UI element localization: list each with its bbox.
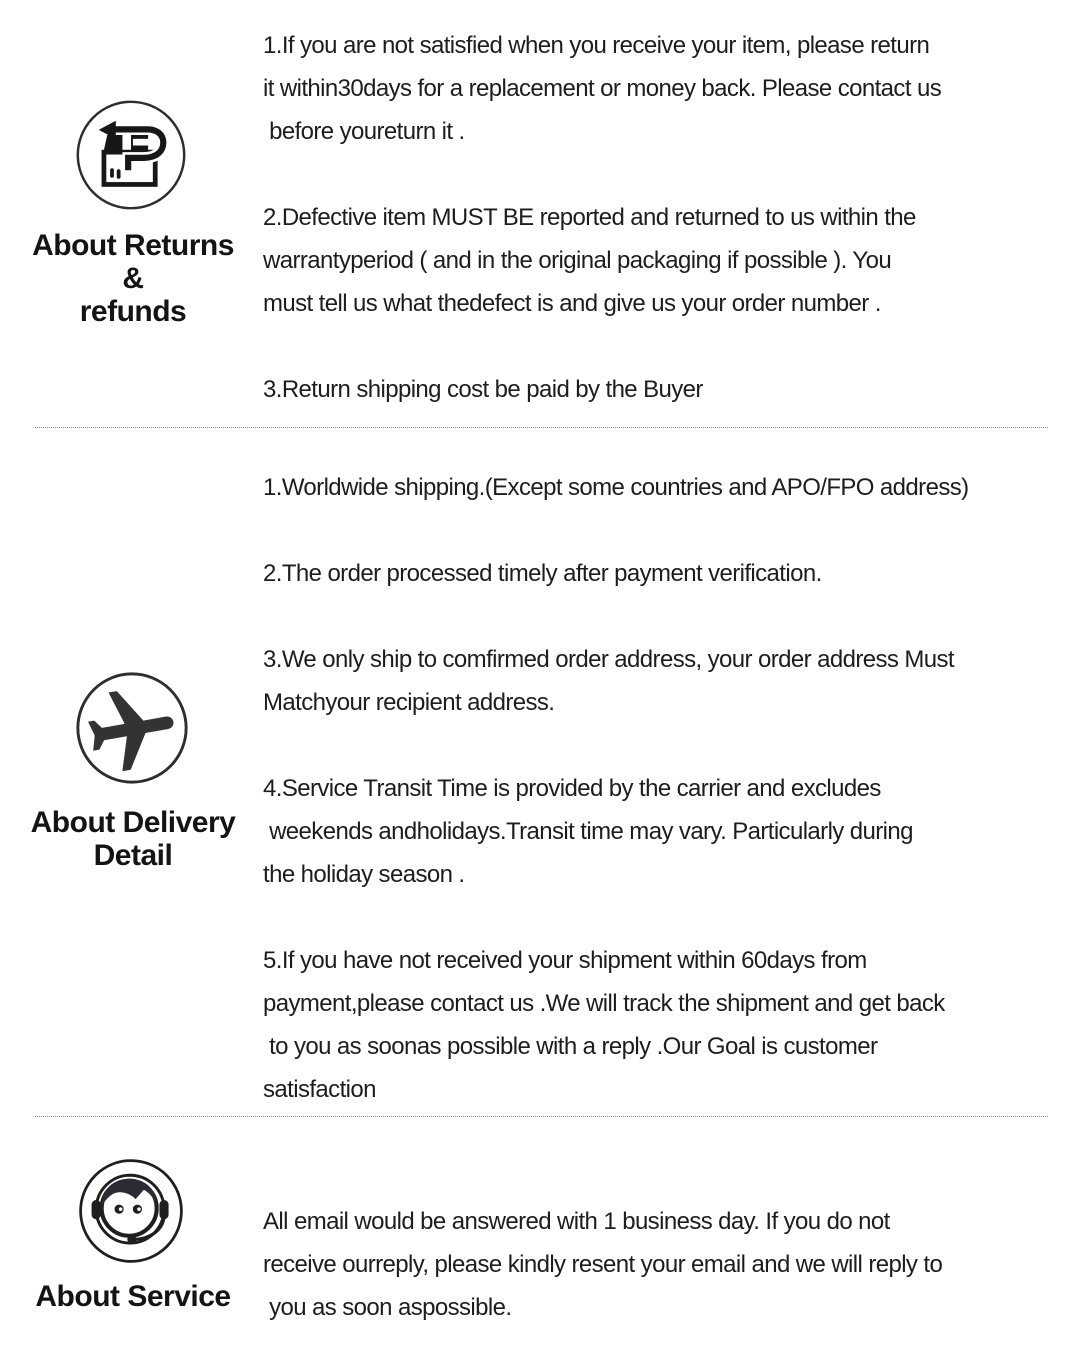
airplane-icon — [74, 670, 190, 786]
policy-paragraph — [263, 638, 1063, 724]
section-label-returns — [0, 229, 266, 328]
policy-paragraph — [263, 939, 1063, 1111]
policy-line: receive ourreply, please kindly resent your email and we will reply to — [263, 1251, 943, 1278]
policy-line: 3.We only ship to comfirmed order address, your order address Must — [263, 646, 954, 673]
policy-line: payment,please contact us .We will track the shipment and get back — [263, 990, 945, 1017]
label-line: About Delivery — [30, 806, 236, 839]
returns-policy-text — [263, 24, 1063, 411]
section-divider — [35, 1116, 1048, 1117]
policy-line: 1.Worldwide shipping.(Except some countries and APO/FPO address) — [263, 474, 969, 501]
service-policy-text — [263, 1200, 1063, 1329]
service-section — [0, 1118, 1080, 1368]
policy-line: All email would be answered with 1 business day. If you do not — [263, 1208, 890, 1235]
returns-section — [0, 0, 1080, 428]
policy-paragraph — [263, 552, 1063, 595]
label-line: refunds — [79, 295, 187, 328]
policy-paragraph — [263, 1200, 1063, 1329]
policy-line: before youreturn it . — [263, 118, 465, 145]
policy-line: Matchyour recipient address. — [263, 689, 555, 716]
label-line: About Returns — [32, 229, 234, 262]
label-line: & — [122, 262, 144, 295]
delivery-policy-text — [263, 466, 1063, 1111]
policy-line: warrantyperiod ( and in the original packaging if possible ). You — [263, 247, 892, 274]
customer-service-headset-icon — [76, 1156, 186, 1266]
policy-line: satisfaction — [263, 1076, 376, 1103]
policy-line: you as soon aspossible. — [263, 1294, 512, 1321]
delivery-section — [0, 430, 1080, 1116]
policy-paragraph — [263, 24, 1063, 153]
section-label-delivery — [0, 806, 266, 872]
policy-paragraph — [263, 466, 1063, 509]
policy-line: 4.Service Transit Time is provided by the carrier and excludes — [263, 775, 881, 802]
policy-paragraph — [263, 368, 1063, 411]
label-line: About Service — [35, 1280, 231, 1313]
policy-line: weekends andholidays.Transit time may vary. Particularly during — [263, 818, 913, 845]
policy-line: it within30days for a replacement or money back. Please contact us — [263, 75, 942, 102]
policy-line: 1.If you are not satisfied when you receive your item, please return — [263, 32, 930, 59]
label-line: Detail — [93, 839, 173, 872]
policy-line: to you as soonas possible with a reply .Our Goal is customer — [263, 1033, 878, 1060]
policy-line: 2.The order processed timely after payment verification. — [263, 560, 822, 587]
return-package-icon — [74, 98, 188, 212]
policy-paragraph — [263, 196, 1063, 325]
policy-line: 5.If you have not received your shipment within 60days from — [263, 947, 867, 974]
policy-line: 3.Return shipping cost be paid by the Buyer — [263, 376, 703, 403]
policy-line: must tell us what thedefect is and give us your order number . — [263, 290, 881, 317]
policy-paragraph — [263, 767, 1063, 896]
section-divider — [35, 427, 1048, 428]
policy-line: the holiday season . — [263, 861, 465, 888]
policy-line: 2.Defective item MUST BE reported and returned to us within the — [263, 204, 916, 231]
section-label-service — [0, 1280, 266, 1313]
